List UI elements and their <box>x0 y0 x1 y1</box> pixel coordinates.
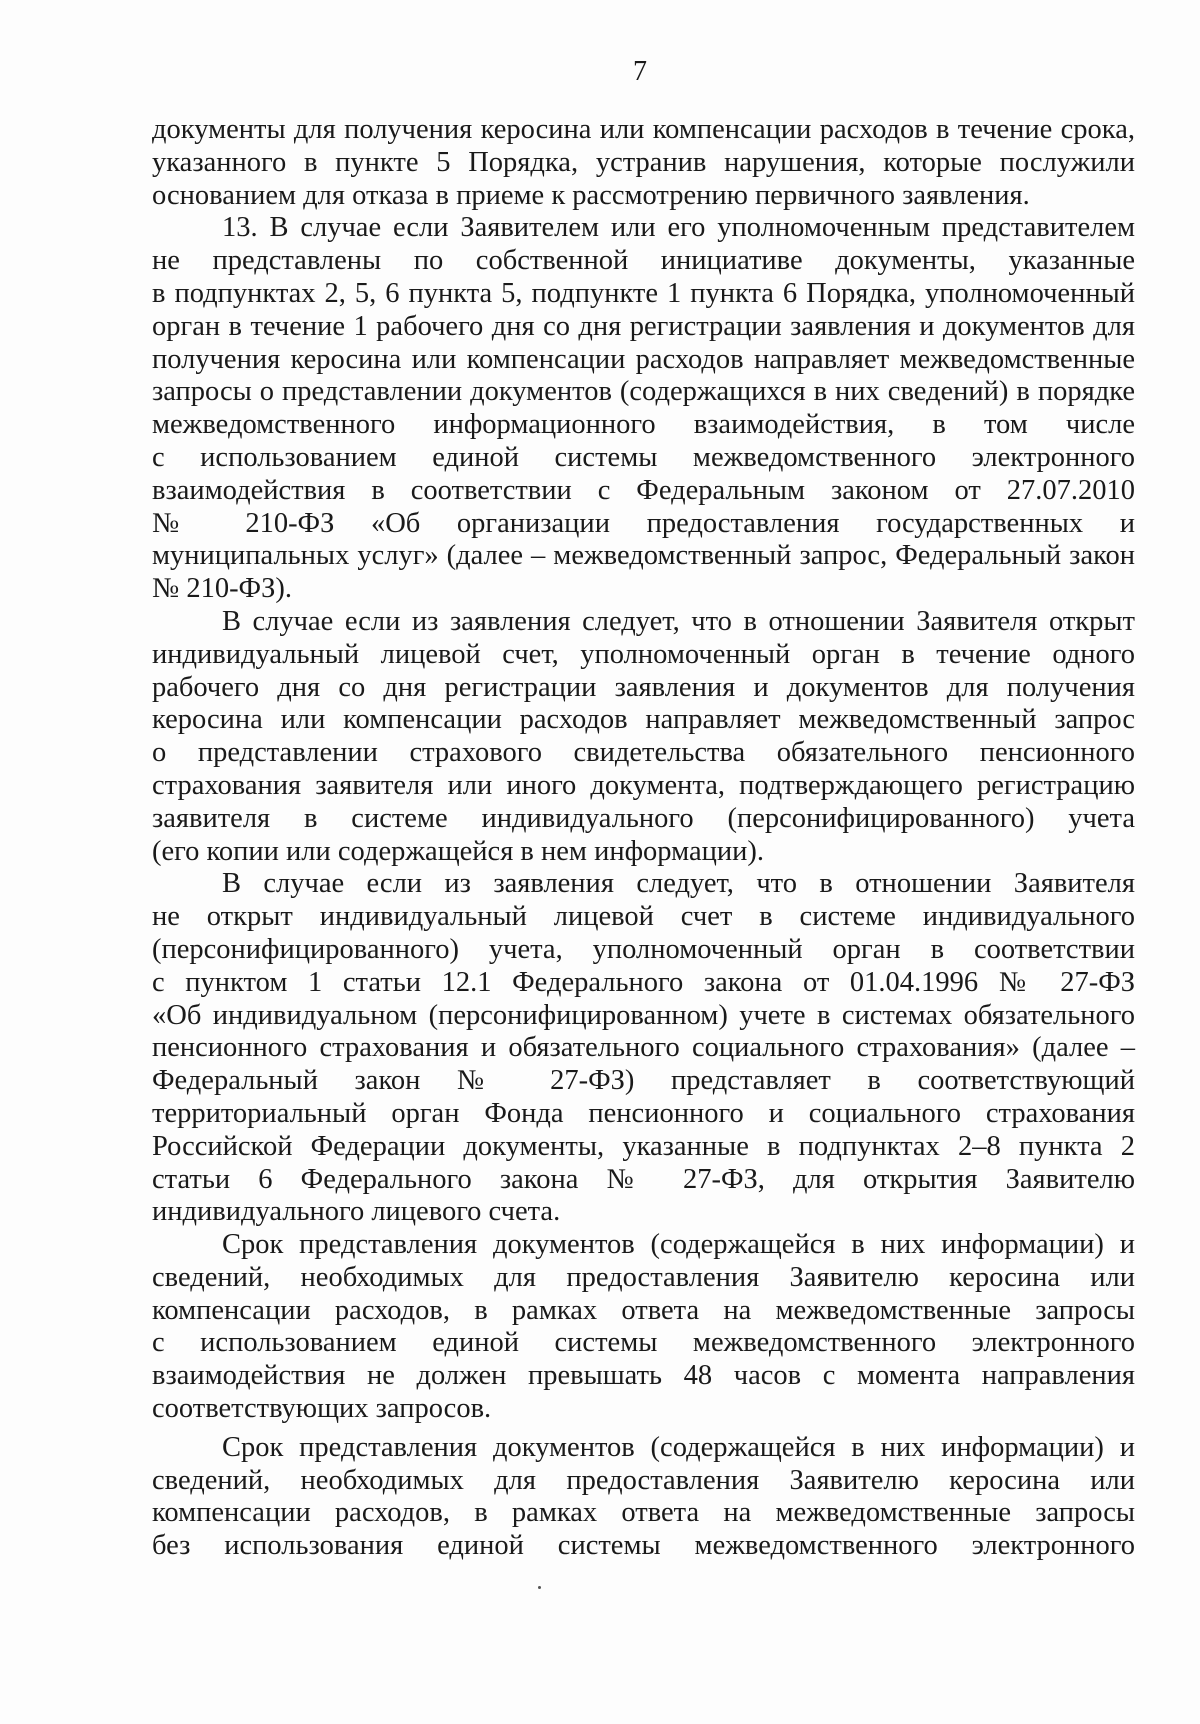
text-line: керосина или компенсации расходов направляет межведомственный запрос <box>152 704 1135 736</box>
text-line: с пунктом 1 статьи 12.1 Федерального закона от 01.04.1996 № 27-ФЗ <box>152 966 1135 998</box>
document-body <box>152 114 1135 1563</box>
text-line: компенсации расходов, в рамках ответа на межведомственные запросы <box>152 1497 1135 1529</box>
text-line: орган в течение 1 рабочего дня со дня регистрации заявления и документов для <box>152 310 1135 342</box>
text-line: соответствующих запросов. <box>152 1393 492 1425</box>
text-line: компенсации расходов, в рамках ответа на межведомственные запросы <box>152 1294 1135 1326</box>
text-line: пенсионного страхования и обязательного социального страхования» (далее – <box>152 1032 1135 1064</box>
paragraph-deadline-without-system <box>152 1432 1135 1563</box>
text-line: страхования заявителя или иного документа, подтверждающего регистрацию <box>152 769 1135 801</box>
text-line: Федеральный закон № 27-ФЗ) представляет в соответствующий <box>152 1065 1135 1097</box>
text-line: без использования единой системы межведомственного электронного <box>152 1530 1135 1562</box>
text-line: получения керосина или компенсации расходов направляет межведомственные <box>152 343 1135 375</box>
text-line: заявителя в системе индивидуального (персонифицированного) учета <box>152 802 1135 834</box>
text-line: с использованием единой системы межведомственного электронного <box>152 441 1135 473</box>
text-line: не представлены по собственной инициативе документы, указанные <box>152 245 1135 277</box>
text-line: Срок представления документов (содержащейся в них информации) и <box>222 1229 1135 1261</box>
text-line: в подпунктах 2, 5, 6 пункта 5, подпункте 1 пункта 6 Порядка, уполномоченный <box>152 277 1135 309</box>
text-line: (его копии или содержащейся в нем информации). <box>152 835 764 867</box>
text-line: рабочего дня со дня регистрации заявления и документов для получения <box>152 671 1135 703</box>
text-line: взаимодействия не должен превышать 48 часов с момента направления <box>152 1360 1135 1392</box>
text-line: В случае если из заявления следует, что в отношении Заявителя <box>222 868 1135 900</box>
text-line: территориальный орган Фонда пенсионного и социального страхования <box>152 1097 1135 1129</box>
text-line: сведений, необходимых для предоставления Заявителю керосина или <box>152 1464 1135 1496</box>
text-line: межведомственного информационного взаимодействия, в том числе <box>152 409 1135 441</box>
paragraph-item-13 <box>152 212 1135 606</box>
text-line: 13. В случае если Заявителем или его уполномоченным представителем <box>222 212 1135 244</box>
text-line: указанного в пункте 5 Порядка, устранив нарушения, которые послужили <box>152 146 1135 178</box>
text-line: индивидуальный лицевой счет, уполномоченный орган в течение одного <box>152 638 1135 670</box>
text-line: В случае если из заявления следует, что в отношении Заявителя открыт <box>222 605 1135 637</box>
paragraph-deadline-with-system <box>152 1229 1135 1426</box>
text-line: «Об индивидуальном (персонифицированном) учете в системах обязательного <box>152 999 1135 1031</box>
text-line: статьи 6 Федерального закона № 27-ФЗ, для открытия Заявителю <box>152 1163 1135 1195</box>
text-line: Срок представления документов (содержащейся в них информации) и <box>222 1431 1135 1463</box>
text-line: с использованием единой системы межведомственного электронного <box>152 1327 1135 1359</box>
page-number: 7 <box>633 56 647 87</box>
text-line: о представлении страхового свидетельства обязательного пенсионного <box>152 737 1135 769</box>
text-line: взаимодействия в соответствии с Федеральным законом от 27.07.2010 <box>152 474 1135 506</box>
text-line: основанием для отказа в приеме к рассмотрению первичного заявления. <box>152 179 1030 211</box>
text-line: документы для получения керосина или компенсации расходов в течение срока, <box>152 114 1135 145</box>
text-line: № 210-ФЗ «Об организации предоставления государственных и <box>152 507 1135 539</box>
paragraph-continuation <box>152 114 1135 212</box>
text-line: Российской Федерации документы, указанные в подпунктах 2–8 пункта 2 <box>152 1130 1135 1162</box>
scan-speck <box>538 1586 541 1589</box>
text-line: сведений, необходимых для предоставления Заявителю керосина или <box>152 1261 1135 1293</box>
text-line: запросы о представлении документов (содержащихся в них сведений) в порядке <box>152 376 1135 408</box>
text-line: муниципальных услуг» (далее – межведомственный запрос, Федеральный закон <box>152 540 1135 572</box>
text-line: индивидуального лицевого счета. <box>152 1196 561 1228</box>
text-line: (персонифицированного) учета, уполномоченный орган в соответствии <box>152 933 1135 965</box>
text-line: не открыт индивидуальный лицевой счет в системе индивидуального <box>152 901 1135 933</box>
paragraph-account-opened <box>152 606 1135 868</box>
text-line: № 210-ФЗ). <box>152 573 292 605</box>
paragraph-account-not-opened <box>152 868 1135 1229</box>
